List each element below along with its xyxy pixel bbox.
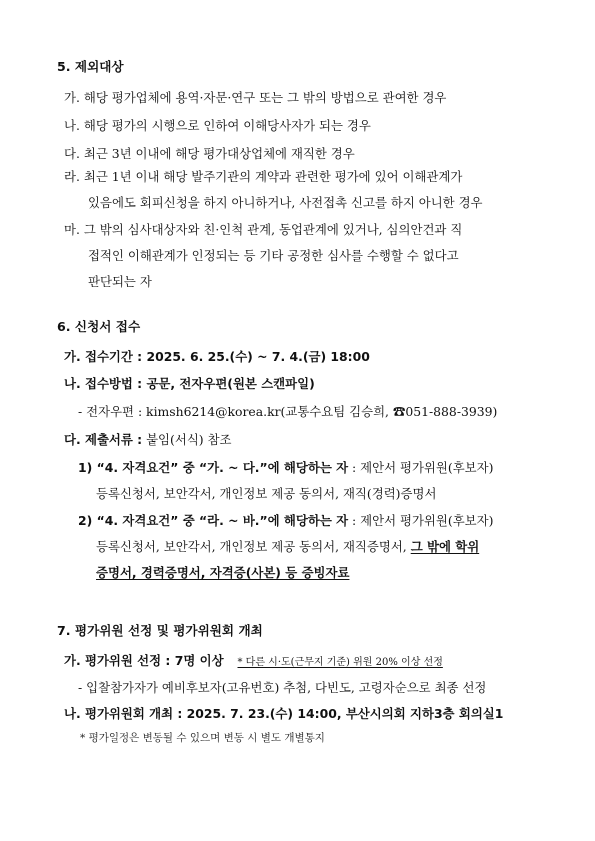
section-5-item-ma-cont2: 판단되는 자: [88, 274, 152, 289]
selection-label: 가. 평가위원 선정 : 7명 이상: [64, 653, 224, 668]
doc-item-2-line2-plain: 등록신청서, 보안각서, 개인정보 제공 동의서, 재직증명서,: [96, 539, 411, 554]
phone-number: 051-888-3939): [405, 404, 498, 419]
section-5-item-da: 다. 최근 3년 이내에 해당 평가대상업체에 재직한 경우: [64, 146, 355, 161]
documents-label: 다. 제출서류 :: [64, 432, 143, 447]
section-5-title: 5. 제외대상: [57, 59, 124, 74]
phone-icon: ☎: [392, 404, 406, 419]
doc-item-2-line3: 증명서, 경력증명서, 자격증(사본) 등 증빙자료: [96, 565, 350, 580]
doc-item-2-bold: 2) “4. 자격요건” 중 “라. ~ 바.”에 해당하는 자: [78, 513, 349, 528]
doc-item-2-line2: [96, 537, 479, 555]
email-line: [78, 402, 497, 420]
doc-item-2: [78, 511, 493, 529]
documents-reference: 붙임(서식) 참조: [142, 432, 232, 447]
submission-method: 나. 접수방법 : 공문, 전자우편(원본 스캔파일): [64, 376, 315, 391]
selection-line: [64, 651, 443, 669]
documents-line: [64, 430, 232, 448]
section-5-item-na: 나. 해당 평가의 시행으로 인하여 이해당사자가 되는 경우: [64, 118, 371, 133]
section-5-item-ra-cont: 있음에도 회피신청을 하지 아니하거나, 사전접촉 신고를 하지 아니한 경우: [88, 195, 483, 210]
doc-item-1: [78, 458, 493, 476]
email-text: - 전자우편 : kimsh6214@korea.kr(교통수요팀 김승희,: [78, 404, 393, 419]
section-5-item-ra: 라. 최근 1년 이내 해당 발주기관의 계약과 관련한 평가에 있어 이해관계가: [64, 169, 463, 184]
doc-item-2-rest: : 제안서 평가위원(후보자): [348, 513, 494, 528]
section-5-item-ma: 마. 그 밖의 심사대상자와 친·인척 관계, 동업관계에 있거나, 심의안건과 직: [64, 222, 463, 237]
doc-item-1-bold: 1) “4. 자격요건” 중 “가. ~ 다.”에 해당하는 자: [78, 460, 349, 475]
doc-item-1-line2: 등록신청서, 보안각서, 개인정보 제공 동의서, 재직(경력)증명서: [96, 486, 437, 501]
section-5-item-ga: 가. 해당 평가업체에 용역·자문·연구 또는 그 밖의 방법으로 관여한 경우: [64, 90, 447, 105]
schedule-note: * 평가일정은 변동될 수 있으며 변동 시 별도 개별통지: [80, 732, 325, 744]
committee-meeting: 나. 평가위원회 개최 : 2025. 7. 23.(수) 14:00, 부산시의회 지하3층 회의실1: [64, 706, 504, 721]
doc-item-2-line2-emphasis: 그 밖에 학위: [410, 539, 480, 554]
section-7-title: 7. 평가위원 선정 및 평가위원회 개최: [57, 623, 263, 638]
submission-period: 가. 접수기간 : 2025. 6. 25.(수) ~ 7. 4.(금) 18:00: [64, 349, 370, 364]
selection-note: * 다른 시·도(근무지 기준) 위원 20% 이상 선정: [237, 657, 443, 668]
doc-item-1-rest: : 제안서 평가위원(후보자): [348, 460, 494, 475]
selection-detail: - 입찰참가자가 예비후보자(고유번호) 추첨, 다빈도, 고령자순으로 최종 선정: [78, 680, 487, 695]
section-6-title: 6. 신청서 접수: [57, 319, 141, 334]
section-5-item-ma-cont: 접적인 이해관계가 인정되는 등 기타 공정한 심사를 수행할 수 없다고: [88, 248, 459, 263]
